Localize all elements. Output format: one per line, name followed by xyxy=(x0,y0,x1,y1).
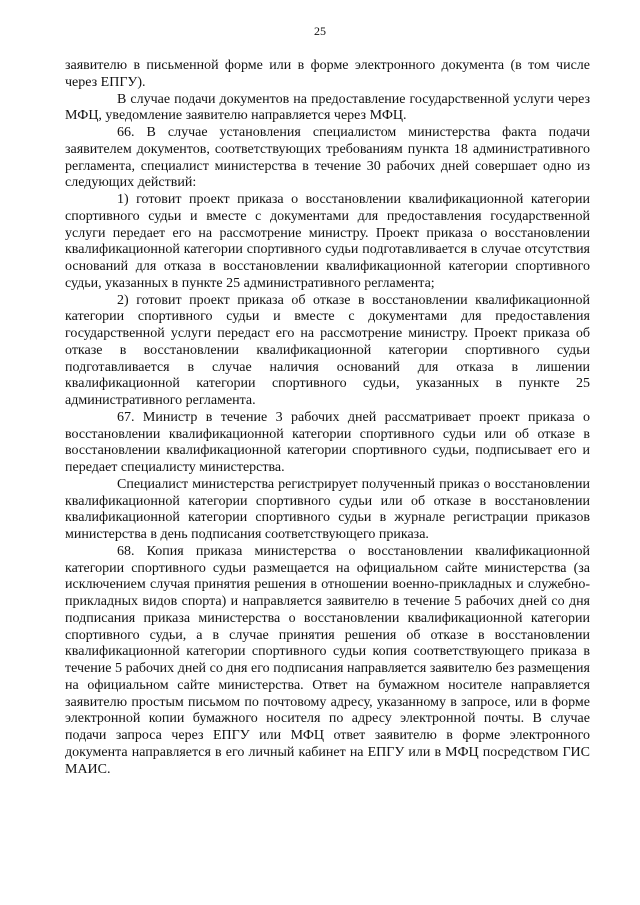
paragraph-67: 67. Министр в течение 3 рабочих дней рассматривает проект приказа о восстановлении квалификационной категории спортивного судьи или об отказе в восстановлении квалификационной категории спортивного судьи, подписывает его и передает специалисту министерства. xyxy=(65,409,590,475)
paragraph-68: 68. Копия приказа министерства о восстановлении квалификационной категории спортивного судьи размещается на официальном сайте министерства (за исключением случая принятия решения в отношении военно-прикладных и служебно-прикладных видов спорта) и направляется заявителю в течение 5 рабочих дней со дня подписания приказа министерства о восстановлении квалификационной категории спортивного судьи, а в случае принятия решения об отказе в восстановлении квалификационной категории спортивного судьи копия соответствующего приказа в течение 5 рабочих дней со дня его подписания направляется заявителю без размещения на официальном сайте министерства. Ответ на бумажном носителе направляется заявителю простым письмом по почтовому адресу, указанному в запросе, или в форме электронной копии бумажного носителя по адресу электронной почты. В случае подачи запроса через ЕПГУ или МФЦ ответ заявителю в форме электронного документа направляется в его личный кабинет на ЕПГУ или в МФЦ посредством ГИС МАИС. xyxy=(65,543,590,777)
paragraph-66-item-1: 1) готовит проект приказа о восстановлении квалификационной категории спортивного судьи и вместе с документами для предоставления государственной услуги передает его на рассмотрение министру. Проект приказа о восстановлении квалификационной категории спортивного судьи подготавливается в случае отсутствия оснований для отказа в восстановлении квалификационной категории спортивного судьи, указанных в пункте 25 административного регламента; xyxy=(65,192,590,291)
paragraph-continuation: заявителю в письменной форме или в форме электронного документа (в том числе через ЕПГУ). xyxy=(65,58,590,90)
document-body xyxy=(65,58,590,778)
paragraph-67-registration: Специалист министерства регистрирует полученный приказ о восстановлении квалификационной категории спортивного судьи или об отказе в восстановлении квалификационной категории спортивного судьи в журнале регистрации приказов министерства в день подписания соответствующего приказа. xyxy=(65,476,590,542)
paragraph-66-item-2: 2) готовит проект приказа об отказе в восстановлении квалификационной категории спортивного судьи и вместе с документами для предоставления государственной услуги передаст его на рассмотрение министру. Проект приказа об отказе в восстановлении квалификационной категории спортивного судьи подготавливается в случае наличия оснований для отказа в лишении квалификационной категории спортивного судьи, указанных в пункте 25 административного регламента. xyxy=(65,292,590,408)
paragraph-66: 66. В случае установления специалистом министерства факта подачи заявителем документов, соответствующих требованиям пункта 18 административного регламента, специалист министерства в течение 30 рабочих дней совершает одно из следующих действий: xyxy=(65,125,590,191)
paragraph-mfc-notification: В случае подачи документов на предоставление государственной услуги через МФЦ, уведомление заявителю направляется через МФЦ. xyxy=(65,91,590,124)
page-number: 25 xyxy=(314,24,326,38)
